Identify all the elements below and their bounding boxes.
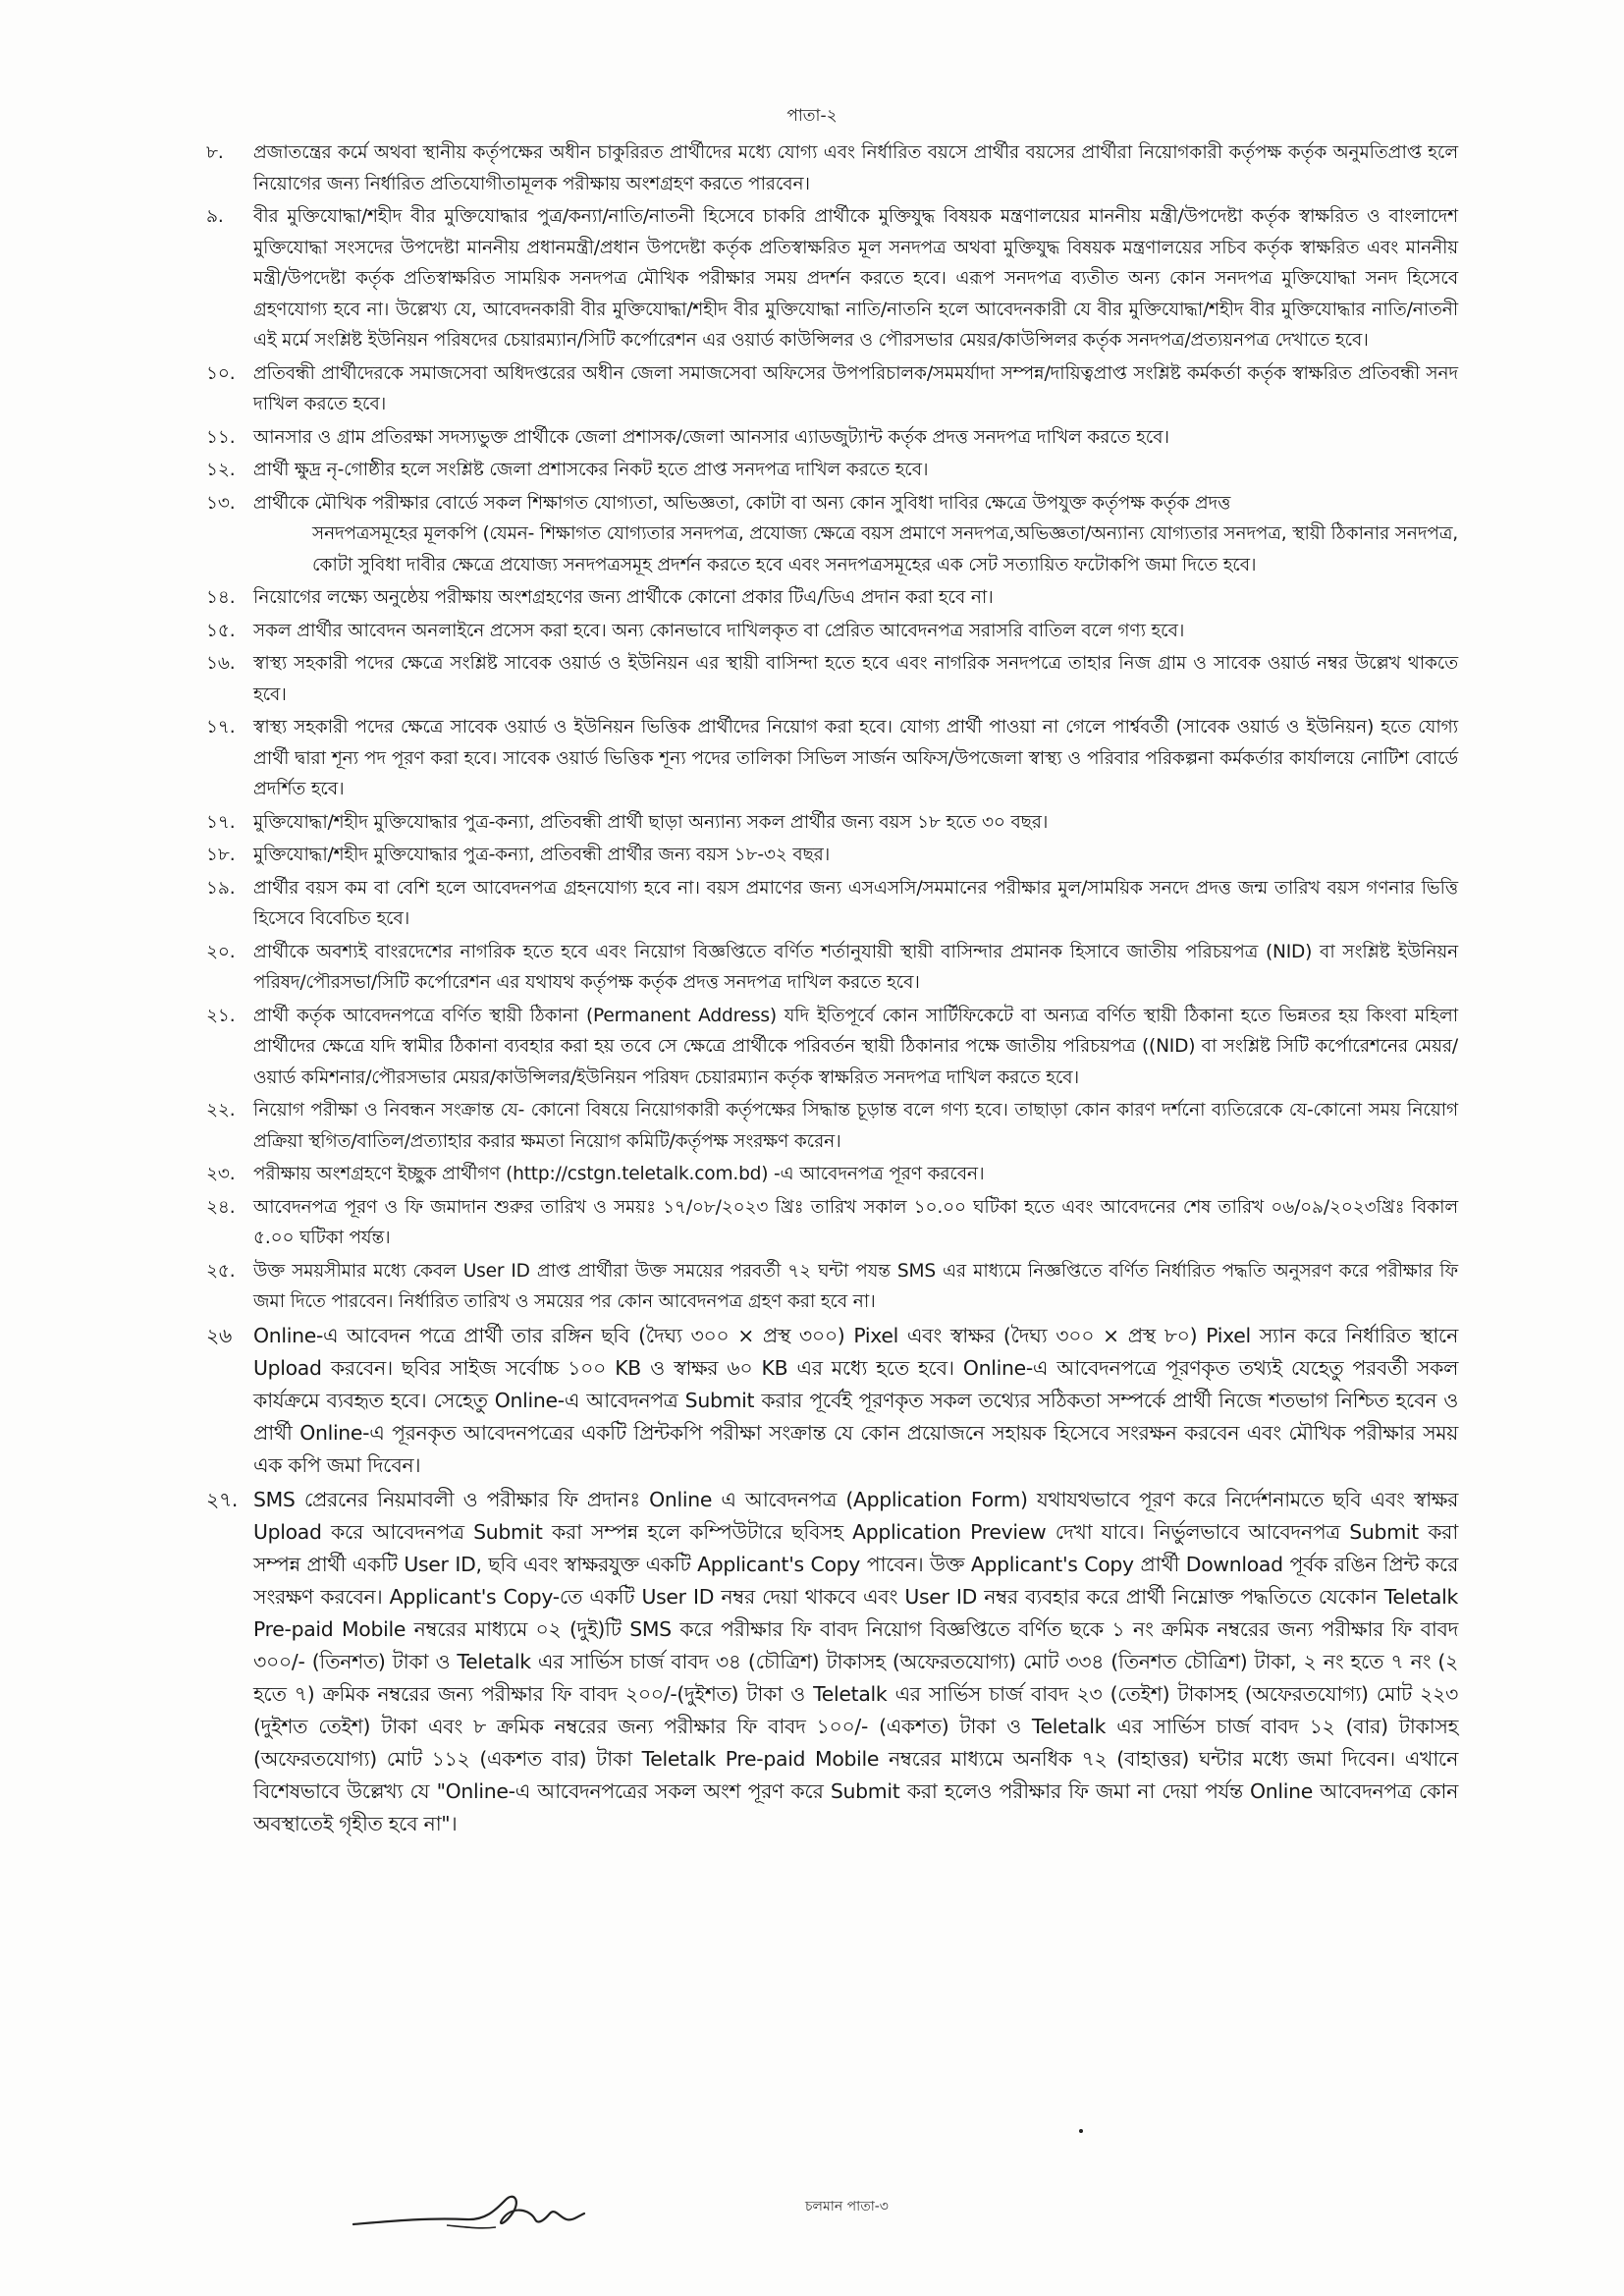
- item-text: প্রার্থীকে মৌখিক পরীক্ষার বোর্ডে সকল শিক্ষাগত যোগ্যতা, অভিজ্ঞতা, কোটা বা অন্য কোন সুবিধা দাবির ক্ষেত্রে উপযুক্ত কর্তৃপক্ষ কর্তৃক প্রদত্ত: [253, 492, 1231, 514]
- item-text: প্রার্থী কর্তৃক আবেদনপত্রে বর্ণিত স্থায়ী ঠিকানা (Permanent Address) যদি ইতিপূর্বে কোন সার্টিফিকেটে বা অন্যত্র বর্ণিত স্থায়ী ঠিকানা হতে ভিন্নতর হয় কিংবা মহিলা প্রার্থীদের ক্ষেত্রে যদি স্বামীর ঠিকানা ব্যবহার করা হয় তবে সে ক্ষেত্রে প্রার্থীকে পরিবর্তন স্থায়ী ঠিকানার পক্ষে জাতীয় পরিচয়পত্র ((NID) বা সংশ্লিষ্ট সিটি কর্পোরেশনের মেয়র/ওয়ার্ড কমিশনার/পৌরসভার মেয়র/কাউন্সিলর/ইউনিয়ন পরিষদ চেয়ারম্যান কর্তৃক স্বাক্ষরিত সনদপত্র দাখিল করতে হবে।: [253, 1005, 1458, 1088]
- item-text: আবেদনপত্র পূরণ ও ফি জমাদান শুরুর তারিখ ও সময়ঃ ১৭/০৮/২০২৩ খ্রিঃ তারিখ সকাল ১০.০০ ঘটিকা হতে এবং আবেদনের শেষ তারিখ ০৬/০৯/২০২৩খ্রিঃ বিকাল ৫.০০ ঘটিকা পর্যন্ত।: [253, 1196, 1458, 1248]
- list-item: [206, 807, 1458, 839]
- list-item: [206, 1484, 1458, 1840]
- list-item: [206, 422, 1458, 454]
- list-item: [206, 582, 1458, 614]
- page-number: পাতা-২: [786, 106, 838, 126]
- item-text: প্রার্থীকে অবশ্যই বাংরদেশের নাগরিক হতে হবে এবং নিয়োগ বিজ্ঞপ্তিতে বর্ণিত শর্তানুযায়ী স্থায়ী বাসিন্দার প্রমানক হিসাবে জাতীয় পরিচয়পত্র (NID) বা সংশ্লিষ্ট ইউনিয়ন পরিষদ/পৌরসভা/সিটি কর্পোরেশন এর যথাযথ কর্তৃপক্ষ কর্তৃক প্রদত্ত সনদপত্র দাখিল করতে হবে।: [253, 941, 1458, 993]
- item-text: নিয়োগের লক্ষ্যে অনুষ্ঠেয় পরীক্ষায় অংশগ্রহণের জন্য প্রার্থীকে কোনো প্রকার টিএ/ডিএ প্রদান করা হবে না।: [253, 587, 994, 608]
- list-item: [206, 455, 1458, 486]
- item-number: ৯.: [206, 206, 224, 227]
- item-number: ১০.: [206, 362, 236, 384]
- item-text: Online-এ আবেদন পত্রে প্রার্থী তার রঙ্গিন ছবি (দৈঘ্য ৩০০ × প্রস্থ ৩০০) Pixel এবং স্বাক্ষর (দৈঘ্য ৩০০ × প্রস্থ ৮০) Pixel স্যান করে নির্ধারিত স্থানে Upload করবেন। ছবির সাইজ সর্বোচ্চ ১০০ KB ও স্বাক্ষর ৬০ KB এর মধ্যে হতে হবে। Online-এ আবেদনপত্রে পূরণকৃত তথ্যই যেহেতু পরবর্তী সকল কার্যক্রমে ব্যবহৃত হবে। সেহেতু Online-এ আবেদনপত্র Submit করার পূর্বেই পূরণকৃত সকল তথ্যের সঠিকতা সম্পর্কে প্রার্থী নিজে শতভাগ নিশ্চিত হবেন ও প্রার্থী Online-এ পূরনকৃত আবেদনপত্রের একটি প্রিন্টকপি পরীক্ষা সংক্রান্ত যে কোন প্রয়োজনে সহায়ক হিসেবে সংরক্ষন করবেন এবং মৌখিক পরীক্ষার সময় এক কপি জমা দিবেন।: [253, 1323, 1458, 1477]
- item-text: উক্ত সময়সীমার মধ্যে কেবল User ID প্রাপ্ত প্রার্থীরা উক্ত সময়ের পরবর্তী ৭২ ঘন্টা পযন্ত SMS এর মাধ্যমে নিজ্ঞপ্তিতে বর্ণিত নির্ধারিত পদ্ধতি অনুসরণ করে পরীক্ষার ফি জমা দিতে পারবেন। নির্ধারিত তারিখ ও সময়ের পর কোন আবেদনপত্র গ্রহণ করা হবে না।: [253, 1260, 1458, 1312]
- signature: [349, 2170, 594, 2249]
- list-item: [206, 873, 1458, 935]
- item-number: ২১.: [206, 1005, 236, 1026]
- list-item: [206, 712, 1458, 805]
- item-text: মুক্তিযোদ্ধা/শহীদ মুক্তিযোদ্ধার পুত্র-কন্যা, প্রতিবন্ধী প্রার্থীর জন্য বয়স ১৮-৩২ বছর।: [253, 845, 831, 865]
- item-text: আনসার ও গ্রাম প্রতিরক্ষা সদস্যভুক্ত প্রার্থীকে জেলা প্রশাসক/জেলা আনসার এ্যাডজুট্যান্ট কর্তৃক প্রদত্ত সনদপত্র দাখিল করতে হবে।: [253, 426, 1169, 448]
- list-item: [206, 937, 1458, 999]
- list-item: [206, 1320, 1458, 1482]
- list-item: [206, 1192, 1458, 1254]
- instructions-list: [206, 137, 1458, 1842]
- item-text: প্রজাতন্ত্রের কর্মে অথবা স্থানীয় কর্তৃপক্ষের অধীন চাকুরিরত প্রার্থীদের মধ্যে যোগ্য এবং নির্ধারিত বয়সে প্রার্থীর বয়সের প্রার্থীরা নিয়োগকারী কর্তৃপক্ষ কর্তৃক অনুমতিপ্রাপ্ত হলে নিয়োগের জন্য নির্ধারিত প্রতিযোগীতামূলক পরীক্ষায় অংশগ্রহণ করতে পারবেন।: [253, 142, 1458, 194]
- item-number: ২৬: [206, 1323, 232, 1347]
- list-item: [206, 1095, 1458, 1157]
- list-item: [206, 1256, 1458, 1318]
- item-text: SMS প্রেরনের নিয়মাবলী ও পরীক্ষার ফি প্রদানঃ Online এ আবেদনপত্র (Application Form) যথাযথভাবে পূরণ করে নির্দেশনামতে ছবি এবং স্বাক্ষর Upload করে আবেদনপত্র Submit করা সম্পন্ন হলে কম্পিউটারে ছবিসহ Application Preview দেখা যাবে। নির্ভুলভাবে আবেদনপত্র Submit করা সম্পন্ন প্রার্থী একটি User ID, ছবি এবং স্বাক্ষরযুক্ত একটি Applicant's Copy পাবেন। উক্ত Applicant's Copy প্রার্থী Download পূর্বক রঙিন প্রিন্ট করে সংরক্ষণ করবেন। Applicant's Copy-তে একটি User ID নম্বর দেয়া থাকবে এবং User ID নম্বর ব্যবহার করে প্রার্থী নিম্নোক্ত পদ্ধতিতে যেকোন Teletalk Pre-paid Mobile নম্বরের মাধ্যমে ০২ (দুই)টি SMS করে পরীক্ষার ফি বাবদ নিয়োগ বিজ্ঞপ্তিতে বর্ণিত ছকে ১ নং ক্রমিক নম্বরের জন্য পরীক্ষার ফি বাবদ ৩০০/- (তিনশত) টাকা ও Teletalk এর সার্ভিস চার্জ বাবদ ৩৪ (চৌত্রিশ) টাকাসহ (অফেরতযোগ্য) মোট ৩৩৪ (তিনশত চৌত্রিশ) টাকা, ২ নং হতে ৭ নং (২ হতে ৭) ক্রমিক নম্বরের জন্য পরীক্ষার ফি বাবদ ২০০/-(দুইশত) টাকা ও Teletalk এর সার্ভিস চার্জ বাবদ ২৩ (তেইশ) টাকাসহ (অফেরতযোগ্য) মোট ২২৩ (দুইশত তেইশ) টাকা এবং ৮ ক্রমিক নম্বরের জন্য পরীক্ষার ফি বাবদ ১০০/- (একশত) টাকা ও Teletalk এর সার্ভিস চার্জ বাবদ ১২ (বার) টাকাসহ (অফেরতযোগ্য) মোট ১১২ (একশত বার) টাকা Teletalk Pre-paid Mobile নম্বরের মাধ্যমে অনধিক ৭২ (বাহাত্তর) ঘন্টার মধ্যে জমা দিবেন। এখানে বিশেষভাবে উল্লেখ্য যে "Online-এ আবেদনপত্রের সকল অংশ পূরণ করে Submit করা হলেও পরীক্ষার ফি জমা না দেয়া পর্যন্ত Online আবেদনপত্র কোন অবস্থাতেই গৃহীত হবে না"।: [253, 1487, 1458, 1835]
- item-number: ২৭.: [206, 1487, 239, 1511]
- item-text: স্বাস্থ্য সহকারী পদের ক্ষেত্রে সাবেক ওয়ার্ড ও ইউনিয়ন ভিত্তিক প্রার্থীদের নিয়োগ করা হবে। যোগ্য প্রার্থী পাওয়া না গেলে পার্শ্ববর্তী (সাবেক ওয়ার্ড ও ইউনিয়ন) হতে যোগ্য প্রার্থী দ্বারা শূন্য পদ পূরণ করা হবে। সাবেক ওয়ার্ড ভিত্তিক শূন্য পদের তালিকা সিভিল সার্জন অফিস/উপজেলা স্বাস্থ্য ও পরিবার পরিকল্পনা কর্মকর্তার কার্যালয়ে নোটিশ বোর্ডে প্রদর্শিত হবে।: [253, 717, 1458, 799]
- item-number: ২৩.: [206, 1164, 236, 1184]
- item-text: মুক্তিযোদ্ধা/শহীদ মুক্তিযোদ্ধার পুত্র-কন্যা, প্রতিবন্ধী প্রার্থী ছাড়া অন্যান্য সকল প্রার্থীর জন্য বয়স ১৮ হতে ৩০ বছর।: [253, 811, 1049, 833]
- item-text: স্বাস্থ্য সহকারী পদের ক্ষেত্রে সংশ্লিষ্ট সাবেক ওয়ার্ড ও ইউনিয়ন এর স্থায়ী বাসিন্দা হতে হবে এবং নাগরিক সনদপত্রে তাহার নিজ গ্রাম ও সাবেক ওয়ার্ড নম্বর উল্লেখ থাকতে হবে।: [253, 653, 1458, 705]
- list-item: [206, 648, 1458, 710]
- item-text: প্রার্থীর বয়স কম বা বেশি হলে আবেদনপত্র গ্রহনযোগ্য হবে না। বয়স প্রমাণের জন্য এসএসসি/সমমানের পরীক্ষার মুল/সাময়িক সনদে প্রদত্ত জন্ম তারিখ বয়স গণনার ভিত্তি হিসেবে বিবেচিত হবে।: [253, 877, 1458, 929]
- item-number: ১৮.: [206, 845, 236, 865]
- item-text: নিয়োগ পরীক্ষা ও নিবন্ধন সংক্রান্ত যে- কোনো বিষয়ে নিয়োগকারী কর্তৃপক্ষের সিদ্ধান্ত চূড়ান্ত বলে গণ্য হবে। তাছাড়া কোন কারণ দর্শনো ব্যতিরেকে যে-কোনো সময় নিয়োগ প্রক্রিয়া স্থগিত/বাতিল/প্রত্যাহার করার ক্ষমতা নিয়োগ কমিটি/কর্তৃপক্ষ সংরক্ষণ করেন।: [253, 1100, 1458, 1152]
- list-item: [206, 201, 1458, 356]
- list-item: [206, 1001, 1458, 1094]
- continued-label: চলমান পাতা-৩: [805, 2199, 889, 2214]
- item-number: ১৭.: [206, 811, 236, 833]
- list-item: [206, 1159, 1458, 1190]
- item-number: ১৫.: [206, 620, 236, 641]
- item-number: ১৩.: [206, 492, 236, 514]
- item-text: প্রতিবন্ধী প্রার্থীদেরকে সমাজসেবা অধিদপ্তরের অধীন জেলা সমাজসেবা অফিসের উপপরিচালক/সমমর্যাদা সম্পন্ন/দায়িত্বপ্রাপ্ত সংশ্লিষ্ট কর্মকর্তা কর্তৃক স্বাক্ষরিত প্রতিবন্ধী সনদ দাখিল করতে হবে।: [253, 362, 1458, 414]
- item-number: ১২.: [206, 460, 236, 480]
- item-number: ১১.: [206, 426, 236, 448]
- item-number: ১৭.: [206, 717, 236, 738]
- list-item: [206, 616, 1458, 647]
- list-item: [206, 488, 1458, 581]
- item-text-continued: সনদপত্রসমূহের মূলকপি (যেমন- শিক্ষাগত যোগ্যতার সনদপত্র, প্রযোজ্য ক্ষেত্রে বয়স প্রমাণে সনদপত্র,অভিজ্ঞতা/অন্যান্য যোগ্যতার সনদপত্র, স্থায়ী ঠিকানার সনদপত্র, কোটা সুবিধা দাবীর ক্ষেত্রে প্রযোজ্য সনদপত্রসমূহ প্রদর্শন করতে হবে এবং সনদপত্রসমূহের এক সেট সত্যায়িত ফটোকপি জমা দিতে হবে।: [312, 523, 1458, 575]
- list-item: [206, 840, 1458, 871]
- item-number: ৮.: [206, 142, 224, 163]
- item-number: ১৬.: [206, 653, 236, 674]
- item-text: প্রার্থী ক্ষুদ্র নৃ-গোষ্ঠীর হলে সংশ্লিষ্ট জেলা প্রশাসকের নিকট হতে প্রাপ্ত সনদপত্র দাখিল করতে হবে।: [253, 460, 929, 480]
- ink-dot: [1079, 2129, 1083, 2133]
- item-number: ২৪.: [206, 1196, 236, 1218]
- list-item: [206, 137, 1458, 199]
- item-number: ২২.: [206, 1100, 236, 1121]
- item-number: ২৫.: [206, 1260, 236, 1282]
- item-number: ১৯.: [206, 877, 236, 899]
- item-text: পরীক্ষায় অংশগ্রহণে ইচ্ছুক প্রার্থীগণ (http://cstgn.teletalk.com.bd) -এ আবেদনপত্র পূরণ করবেন।: [253, 1164, 985, 1184]
- item-number: ২০.: [206, 941, 236, 962]
- list-item: [206, 358, 1458, 420]
- item-text: বীর মুক্তিযোদ্ধা/শহীদ বীর মুক্তিযোদ্ধার পুত্র/কন্যা/নাতি/নাতনী হিসেবে চাকরি প্রার্থীকে মুক্তিযুদ্ধ বিষয়ক মন্ত্রণালয়ের মাননীয় মন্ত্রী/উপদেষ্টা কর্তৃক স্বাক্ষরিত ও বাংলাদেশ মুক্তিযোদ্ধা সংসদের উপদেষ্টা মাননীয় প্রধানমন্ত্রী/প্রধান উপদেষ্টা কর্তৃক প্রতিস্বাক্ষরিত মূল সনদপত্র অথবা মুক্তিযুদ্ধ বিষয়ক মন্ত্রণালয়ের সচিব কর্তৃক স্বাক্ষরিত এবং মাননীয় মন্ত্রী/উপদেষ্টা কর্তৃক প্রতিস্বাক্ষরিত সাময়িক সনদপত্র মৌখিক পরীক্ষার সময় প্রদর্শন করতে হবে। এরূপ সনদপত্র ব্যতীত অন্য কোন সনদপত্র মুক্তিযোদ্ধা সনদ হিসেবে গ্রহণযোগ্য হবে না। উল্লেখ্য যে, আবেদনকারী বীর মুক্তিযোদ্ধা/শহীদ বীর মুক্তিযোদ্ধা নাতি/নাতনি হলে আবেদনকারী যে বীর মুক্তিযোদ্ধা/শহীদ বীর মুক্তিযোদ্ধার নাতি/নাতনী এই মর্মে সংশ্লিষ্ট ইউনিয়ন পরিষদের চেয়ারম্যান/সিটি কর্পোরেশন এর ওয়ার্ড কাউন্সিলর ও পৌরসভার মেয়র/কাউন্সিলর কর্তৃক সনদপত্র/প্রত্যয়নপত্র দেখাতে হবে।: [253, 206, 1458, 351]
- item-text: সকল প্রার্থীর আবেদন অনলাইনে প্রসেস করা হবে। অন্য কোনভাবে দাখিলকৃত বা প্রেরিত আবেদনপত্র সরাসরি বাতিল বলে গণ্য হবে।: [253, 620, 1185, 641]
- item-number: ১৪.: [206, 587, 236, 608]
